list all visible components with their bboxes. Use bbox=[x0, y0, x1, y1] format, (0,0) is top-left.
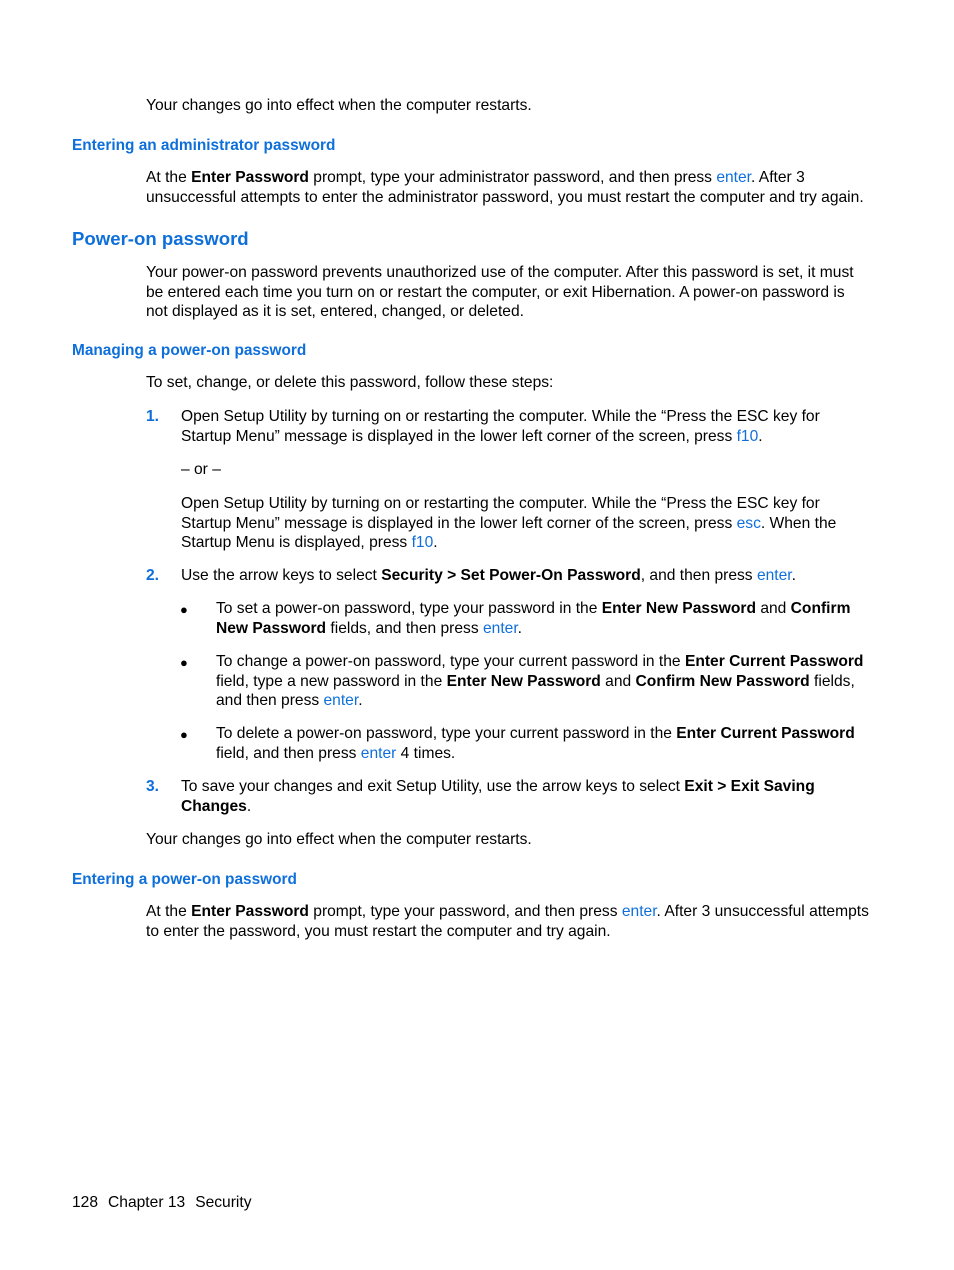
heading-managing-power-on-password: Managing a power-on password bbox=[72, 342, 307, 359]
power-on-description: Your power-on password prevents unauthorized use of the computer. After this password is set, it must be entered each time you turn on or restart the computer, or exit Hibernation. A power-on password is not displayed as it is set, entered, changed, or deleted. bbox=[146, 264, 854, 320]
step-1-text: Open Setup Utility by turning on or restarting the computer. While the “Press the ESC key for Startup Menu” message is displayed in the lower left corner of the screen, press f10. bbox=[181, 408, 820, 445]
key-enter: enter bbox=[621, 903, 657, 920]
step-3-text: To save your changes and exit Setup Utility, use the arrow keys to select Exit > Exit Saving Changes. bbox=[181, 778, 815, 815]
step-number-2: 2. bbox=[146, 567, 160, 584]
step-1-or: – or – bbox=[181, 461, 221, 478]
key-f10: f10 bbox=[736, 427, 759, 445]
managing-intro: To set, change, or delete this password, follow these steps: bbox=[146, 374, 554, 391]
step-1-alt-text: Open Setup Utility by turning on or restarting the computer. While the “Press the ESC key for Startup Menu” message is displayed in the lower left corner of the screen, press esc. When the Startup Menu is displayed, press f10. bbox=[181, 495, 837, 551]
step-number-3: 3. bbox=[146, 778, 160, 795]
heading-power-on-password: Power-on password bbox=[72, 228, 249, 249]
step-number-1: 1. bbox=[146, 408, 160, 425]
step-2-text: Use the arrow keys to select Security > Set Power-On Password, and then press enter. bbox=[181, 567, 796, 584]
bullet-set-password: To set a power-on password, type your password in the Enter New Password and Confirm New Password fields, and then press enter. bbox=[216, 600, 851, 637]
key-enter: enter bbox=[360, 744, 397, 762]
bullet-delete-password: To delete a power-on password, type your current password in the Enter Current Password field, and then press enter 4 times. bbox=[216, 725, 855, 762]
key-enter: enter bbox=[482, 619, 518, 637]
page-number: 128 bbox=[72, 1194, 99, 1211]
key-enter: enter bbox=[716, 169, 751, 186]
bullet-icon: ● bbox=[180, 727, 188, 742]
restart-note-top: Your changes go into effect when the computer restarts. bbox=[146, 97, 532, 114]
page-footer bbox=[72, 1193, 262, 1212]
restart-note-bottom: Your changes go into effect when the computer restarts. bbox=[146, 831, 532, 848]
heading-entering-admin-password: Entering an administrator password bbox=[72, 137, 336, 154]
key-f10: f10 bbox=[411, 534, 434, 551]
key-esc: esc bbox=[736, 514, 761, 532]
key-enter: enter bbox=[323, 692, 359, 709]
bullet-icon: ● bbox=[180, 602, 188, 617]
heading-entering-power-on-password: Entering a power-on password bbox=[72, 871, 297, 888]
bullet-change-password: To change a power-on password, type your current password in the Enter Current Password field, type a new password in the Enter New Password and Confirm New Password fields, and then press enter. bbox=[216, 653, 864, 709]
admin-entry-paragraph: At the Enter Password prompt, type your administrator password, and then press enter. After 3 unsuccessful attempts to enter the administrator password, you must restart the computer and try again. bbox=[146, 169, 864, 206]
chapter-label: Chapter 13 bbox=[108, 1194, 186, 1211]
key-enter: enter bbox=[756, 567, 792, 584]
bullet-icon: ● bbox=[180, 655, 188, 670]
section-label: Security bbox=[195, 1194, 252, 1211]
power-on-entry-paragraph: At the Enter Password prompt, type your password, and then press enter. After 3 unsuccessful attempts to enter the password, you must restart the computer and try again. bbox=[146, 903, 869, 940]
